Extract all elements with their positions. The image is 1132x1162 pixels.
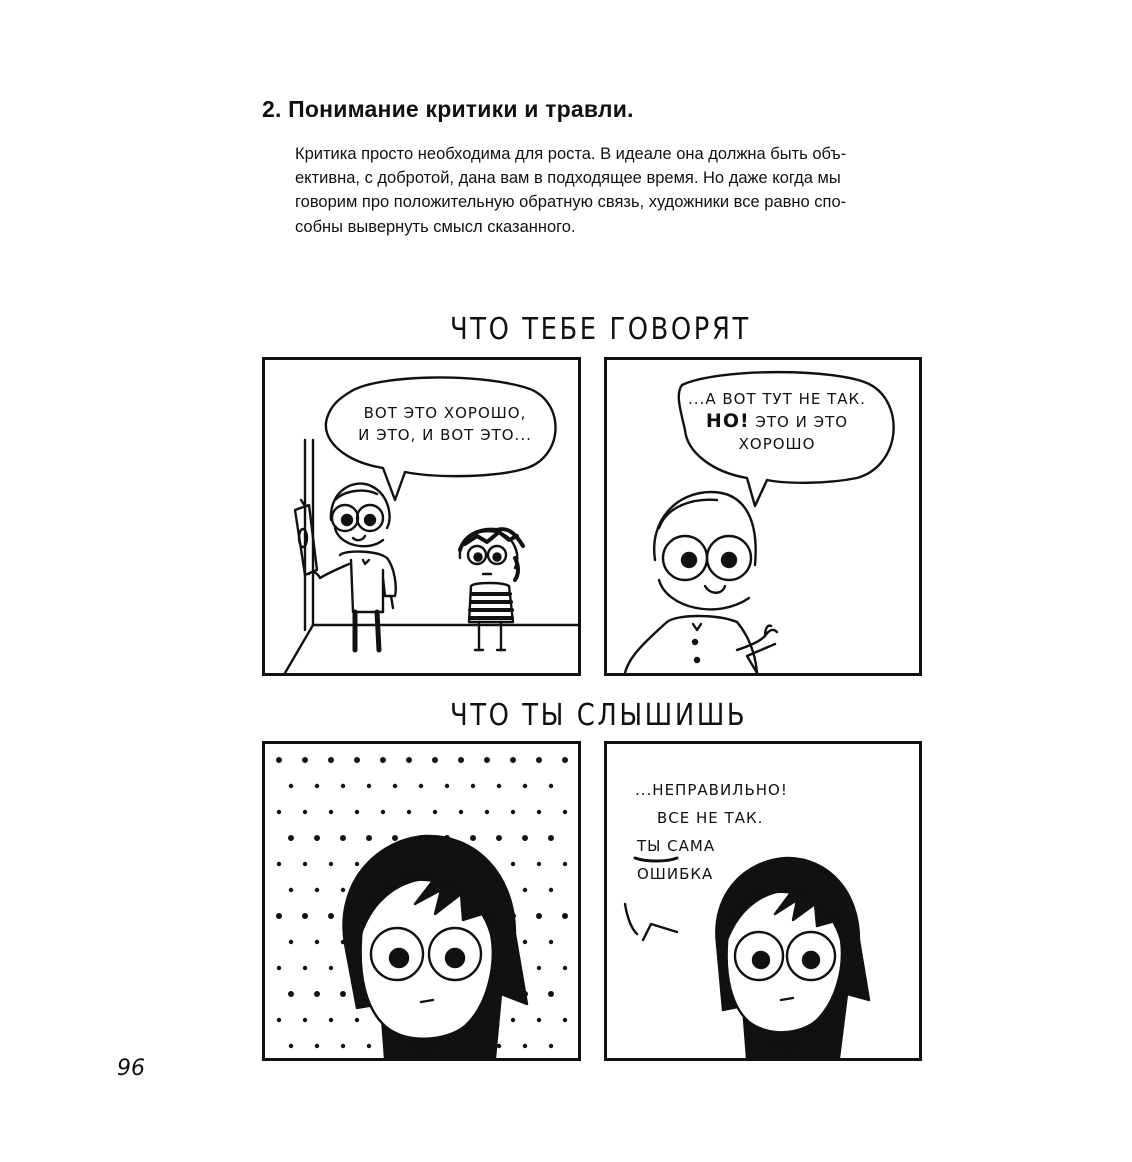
background-dot [355,1018,359,1022]
background-dot [393,784,397,788]
background-dot [523,940,527,944]
background-dot [303,966,307,970]
speech-line: ТЫ САМА [637,837,716,855]
background-dot [549,940,553,944]
background-dot [314,835,320,841]
background-dot [289,940,293,944]
background-dot [341,888,345,892]
background-dot [329,966,333,970]
paragraph-line: ективна, с добротой, дана вам в подходящее время. Но даже когда мы [295,169,841,188]
background-dot [485,810,489,814]
comic-panel-3 [262,741,581,1061]
background-dot [536,757,542,763]
background-dot [406,757,412,763]
paragraph-line: собны вывернуть смысл сказанного. [295,217,576,236]
background-dot [484,757,490,763]
speech-text [635,776,788,888]
background-dot [355,862,359,866]
background-dot [289,1044,293,1048]
background-dot [523,888,527,892]
background-dot [303,862,307,866]
background-dot [496,835,502,841]
background-dot [314,991,320,997]
background-dot [303,1018,307,1022]
background-dot [315,784,319,788]
background-dot [407,810,411,814]
background-dot [277,862,281,866]
background-dot [277,810,281,814]
background-dot [302,757,308,763]
background-dot [303,810,307,814]
background-dot [510,757,516,763]
background-dot [277,1018,281,1022]
background-dot [328,757,334,763]
background-dot [549,1044,553,1048]
background-dot [367,1044,371,1048]
background-dot [432,757,438,763]
background-dot [523,784,527,788]
background-dot [433,810,437,814]
background-dot [276,913,282,919]
background-dot [341,784,345,788]
section-heading: 2. Понимание критики и травли. [262,96,634,122]
background-dot [381,810,385,814]
comic-caption-bottom: ЧТО ТЫ СЛЫШИШЬ [450,698,748,733]
background-dot [340,991,346,997]
background-dot [562,913,568,919]
background-dot [445,784,449,788]
background-dot [537,810,541,814]
background-dot [341,1044,345,1048]
background-dot [315,888,319,892]
background-dot [329,810,333,814]
background-dot [470,835,476,841]
background-dot [289,888,293,892]
page-number: 96 [117,1056,145,1081]
background-dot [419,784,423,788]
background-dot [537,862,541,866]
paragraph-line: Критика просто необходима для роста. В идеале она должна быть объ- [295,145,847,163]
background-dot [302,913,308,919]
bubble-line-rest: ЭТО И ЭТО [749,413,849,431]
background-dot [471,784,475,788]
background-dot [459,810,463,814]
background-dot [392,835,398,841]
background-dot [563,862,567,866]
comic-panel-2 [604,357,922,676]
background-dot [536,913,542,919]
panel-3-illustration [265,744,578,1058]
background-dot [563,810,567,814]
background-dot [380,757,386,763]
background-dot [523,1044,527,1048]
background-dot [548,991,554,997]
background-dot [511,862,515,866]
background-dot [537,966,541,970]
background-dot [563,966,567,970]
background-dot [549,888,553,892]
background-dot [288,835,294,841]
background-dot [288,991,294,997]
background-dot [289,784,293,788]
speech-line: ВСЕ НЕ ТАК. [657,809,764,827]
background-dot [354,757,360,763]
background-dot [355,810,359,814]
background-dot [329,1018,333,1022]
background-dot [563,1018,567,1022]
paragraph-line: говорим про положительную обратную связь, художники все равно спо- [295,193,847,212]
background-dot [549,784,553,788]
background-dot [340,835,346,841]
comic-caption-top: ЧТО ТЕБЕ ГОВОРЯТ [450,312,751,347]
background-dot [276,757,282,763]
background-dot [562,757,568,763]
intro-paragraph [295,142,925,239]
background-dot [458,757,464,763]
speech-bubble-text [662,388,892,455]
bubble-line: ХОРОШО [738,435,816,453]
background-dot [277,966,281,970]
speech-bubble-text [335,402,555,446]
background-dot [537,1018,541,1022]
comic-panel-1 [262,357,581,676]
speech-line: ОШИБКА [637,865,714,883]
background-dot [511,810,515,814]
bubble-line: ...А ВОТ ТУТ НЕ ТАК. [688,390,866,408]
background-dot [366,835,372,841]
background-dot [315,940,319,944]
background-dot [329,862,333,866]
bubble-emphasis: НО! [705,410,750,432]
background-dot [328,913,334,919]
comic-panel-4 [604,741,922,1061]
background-dot [548,835,554,841]
background-dot [367,784,371,788]
background-dot [511,1018,515,1022]
bubble-line: И ЭТО, И ВОТ ЭТО... [358,426,532,444]
background-dot [522,835,528,841]
speech-line: ...НЕПРАВИЛЬНО! [635,781,788,799]
background-dot [497,784,501,788]
bubble-line: ВОТ ЭТО ХОРОШО, [363,404,527,422]
background-dot [315,1044,319,1048]
bubble-line-2 [662,410,892,433]
